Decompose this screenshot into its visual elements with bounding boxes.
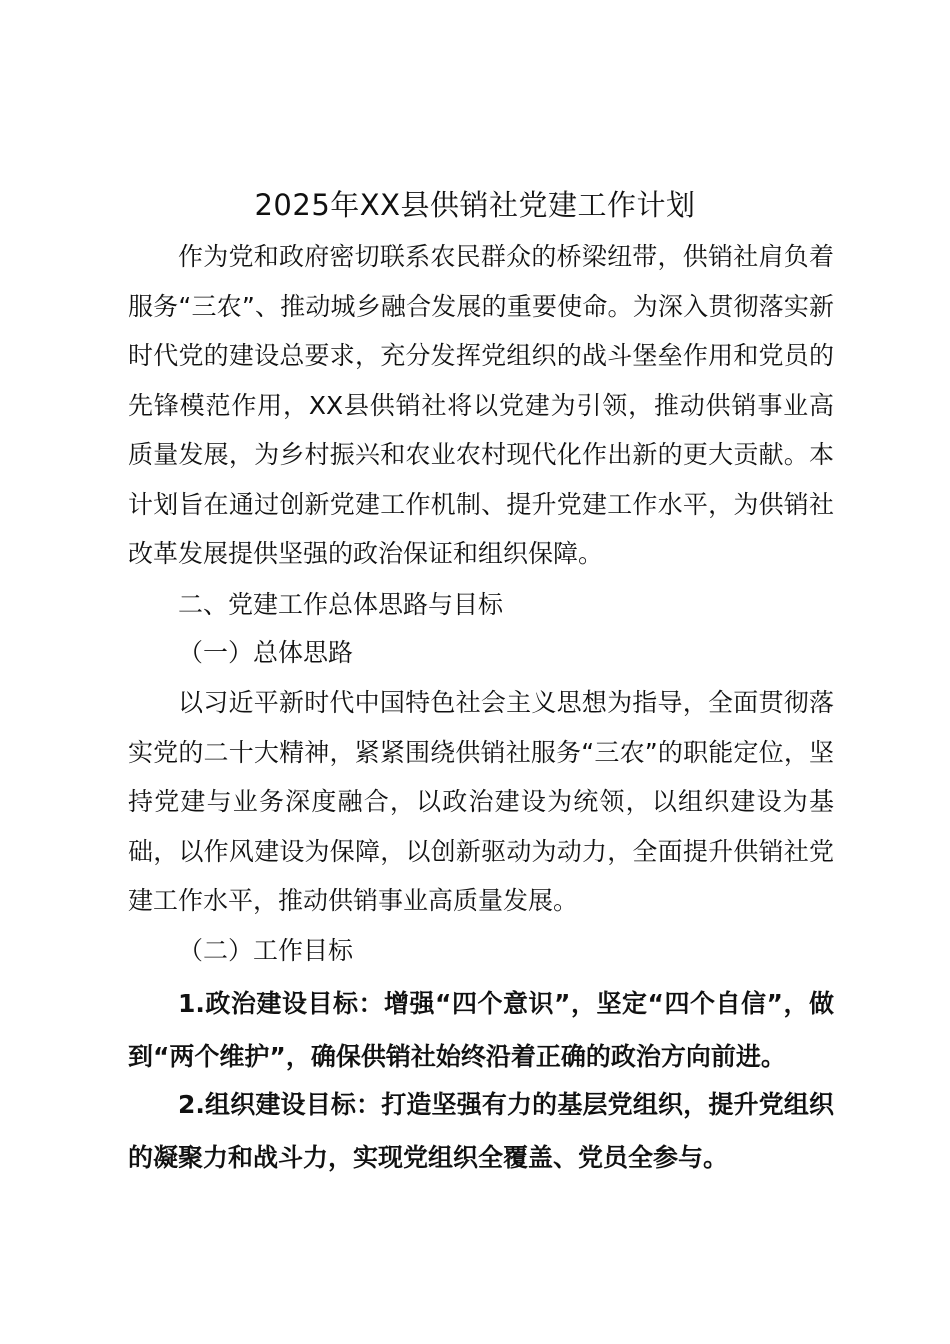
goal-political-paragraph: 1.政治建设目标：增强“四个意识”，坚定“四个自信”，做到“两个维护”，确保供销社始终沿着正确的政治方向前进。 [128, 989, 834, 1071]
subheading-work-goals: （二）工作目标 [178, 936, 354, 965]
subheading-overall-approach: （一）总体思路 [178, 638, 354, 667]
section-heading: 二、党建工作总体思路与目标 [178, 590, 504, 619]
intro-paragraph: 作为党和政府密切联系农民群众的桥梁纽带，供销社肩负着服务“三农”、推动城乡融合发展的重要使命。为深入贯彻落实新时代党的建设总要求，充分发挥党组织的战斗堡垒作用和党员的先锋模范作用，XX县供销社将以党建为引领，推动供销事业高质量发展，为乡村振兴和农业农村现代化作出新的更大贡献。本计划旨在通过创新党建工作机制、提升党建工作水平，为供销社改革发展提供坚强的政治保证和组织保障。 [128, 242, 834, 568]
document-title: 2025年XX县供销社党建工作计划 [254, 188, 696, 222]
goal-organization-paragraph: 2.组织建设目标：打造坚强有力的基层党组织，提升党组织的凝聚力和战斗力，实现党组织全覆盖、党员全参与。 [128, 1090, 834, 1172]
approach-paragraph: 以习近平新时代中国特色社会主义思想为指导，全面贯彻落实党的二十大精神，紧紧围绕供销社服务“三农”的职能定位，坚持党建与业务深度融合，以政治建设为统领，以组织建设为基础，以作风建设为保障，以创新驱动为动力，全面提升供销社党建工作水平，推动供销事业高质量发展。 [128, 688, 834, 915]
